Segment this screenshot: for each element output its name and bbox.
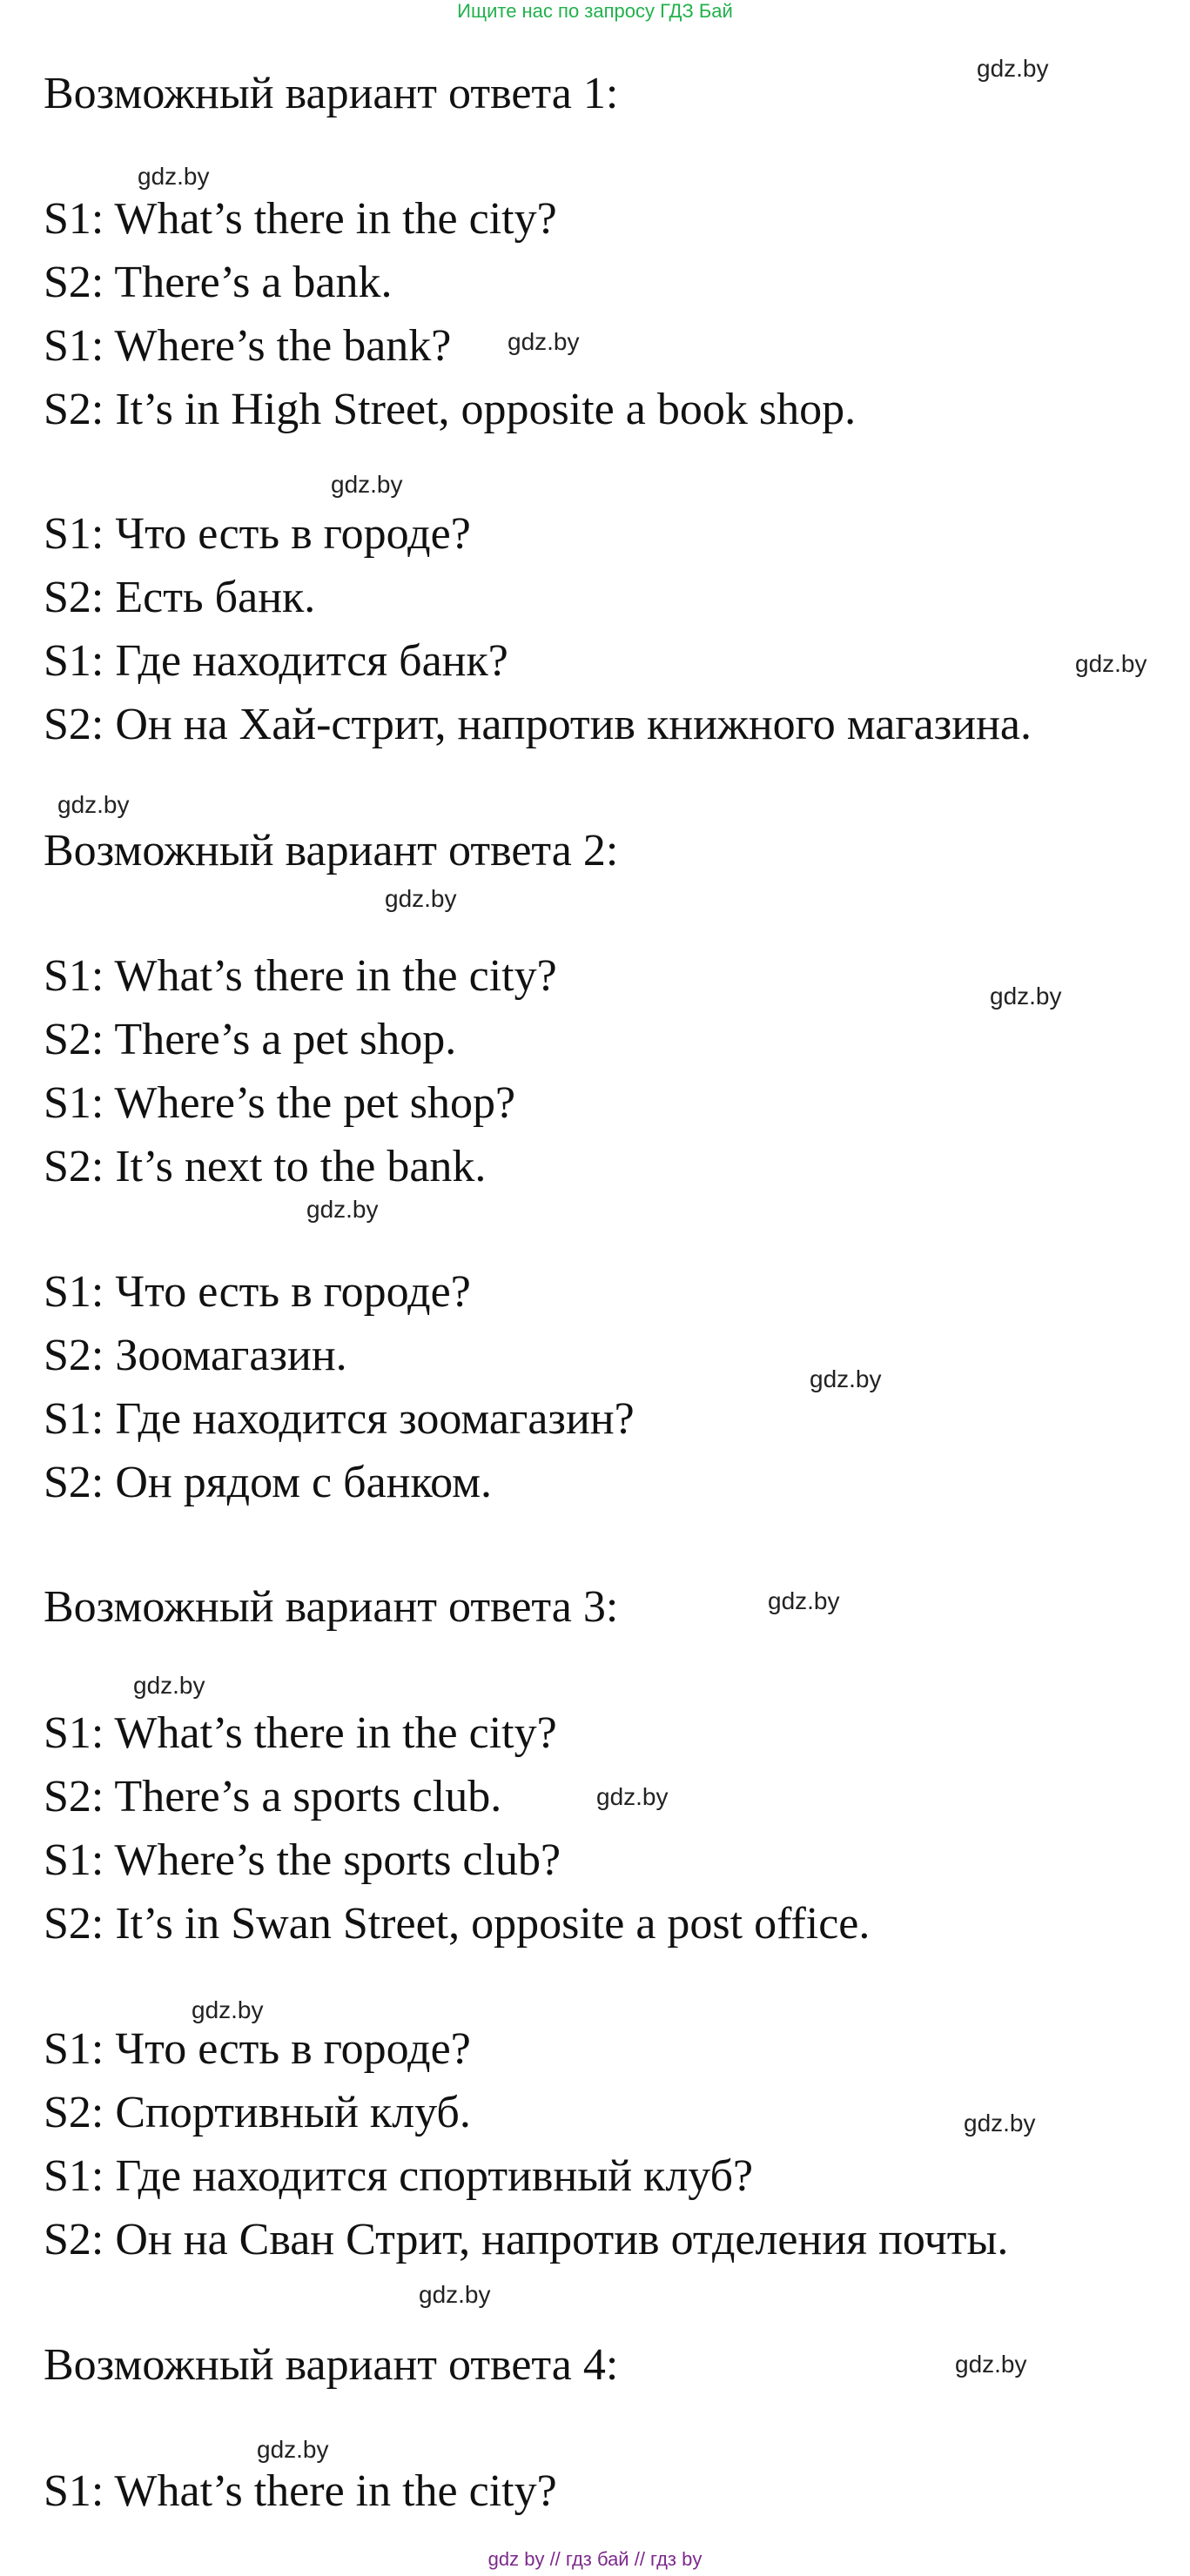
dialogue-line: S1: What’s there in the city? [44,951,557,1001]
section-4-heading: Возможный вариант ответа 4: [44,2340,619,2390]
dialogue-line: S1: Где находится банк? [44,636,508,686]
dialogue-line: S1: Что есть в городе? [44,509,471,559]
watermark: gdz.by [138,163,210,190]
dialogue-line: S2: Зоомагазин. [44,1331,347,1380]
dialogue-line: S2: Спортивный клуб. [44,2088,471,2137]
section-1-heading: Возможный вариант ответа 1: [44,69,619,118]
watermark: gdz.by [192,1996,264,2023]
search-hint: Ищите нас по запросу ГДЗ Бай [457,0,733,22]
dialogue-line: S2: It’s in Swan Street, opposite a post office. [44,1899,871,1949]
watermark: gdz.by [385,885,457,912]
watermark: gdz.by [1075,650,1147,677]
dialogue-line: S1: What’s there in the city? [44,194,557,244]
watermark: gdz.by [990,983,1062,1010]
dialogue-line: S2: It’s in High Street, opposite a book shop. [44,385,857,434]
watermark: gdz.by [596,1783,669,1810]
dialogue-line: S2: There’s a bank. [44,258,393,307]
watermark: gdz.by [306,1196,379,1223]
dialogue-line: S1: Что есть в городе? [44,1267,471,1317]
dialogue-line: S1: Где находится спортивный клуб? [44,2151,754,2201]
section-3-heading: Возможный вариант ответа 3: [44,1582,619,1632]
watermark: gdz.by [331,471,403,498]
section-2-heading: Возможный вариант ответа 2: [44,826,619,875]
dialogue-line: S1: Where’s the sports club? [44,1835,561,1885]
dialogue-line: S2: Он рядом с банком. [44,1458,493,1507]
watermark: gdz.by [133,1672,205,1699]
dialogue-line: S2: It’s next to the bank. [44,1142,487,1191]
watermark: gdz.by [257,2436,329,2463]
dialogue-line: S2: Он на Хай-стрит, напротив книжного магазина. [44,700,1032,749]
dialogue-line: S1: Где находится зоомагазин? [44,1394,635,1444]
watermark: gdz.by [419,2281,491,2308]
dialogue-line: S2: There’s a pet shop. [44,1015,457,1064]
watermark: gdz.by [57,791,130,818]
dialogue-line: S2: Он на Сван Стрит, напротив отделения почты. [44,2215,1009,2264]
watermark: gdz.by [977,55,1049,82]
dialogue-line: S2: There’s a sports club. [44,1772,502,1821]
watermark: gdz.by [768,1587,840,1614]
dialogue-line: S1: Where’s the pet shop? [44,1078,516,1128]
dialogue-line: S1: Where’s the bank? [44,321,452,371]
footer-links: gdz by // гдз бай // гдз by [487,2548,703,2570]
dialogue-line: S1: What’s there in the city? [44,2466,557,2516]
watermark: gdz.by [508,328,580,355]
dialogue-line: S1: What’s there in the city? [44,1708,557,1758]
dialogue-line: S2: Есть банк. [44,573,316,622]
watermark: gdz.by [810,1365,882,1392]
watermark: gdz.by [964,2110,1036,2137]
dialogue-line: S1: Что есть в городе? [44,2024,471,2074]
watermark: gdz.by [955,2351,1027,2378]
